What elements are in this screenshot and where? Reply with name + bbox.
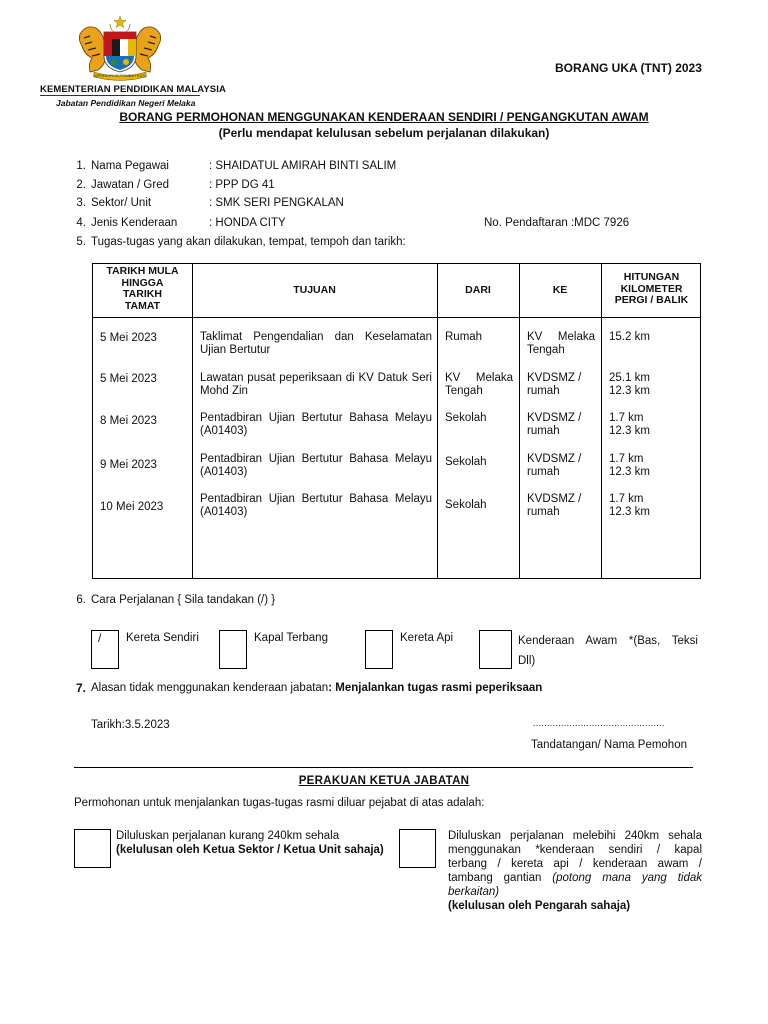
row-date: 9 Mei 2023: [100, 459, 157, 471]
row-km: 1.7 km 12.3 km: [609, 493, 650, 518]
approve-under-240km-label: Diluluskan perjalanan kurang 240km sehala (kelulusan oleh Ketua Sektor / Ketua Unit sahaja): [116, 830, 384, 856]
malaysia-coat-of-arms-icon: [76, 14, 164, 82]
department-name: Jabatan Pendidikan Negeri Melaka: [56, 98, 196, 108]
row-date: 5 Mei 2023: [100, 373, 157, 385]
table-header-divider: [93, 317, 700, 318]
header-to: KE: [552, 284, 568, 296]
crest-motto: BERSEKUTU BERTAMBAH MUTU: [93, 74, 147, 78]
application-date[interactable]: Tarikh:3.5.2023: [91, 719, 170, 731]
reason-label: Alasan tidak menggunakan kenderaan jabatan: [91, 682, 329, 694]
info-number: 1.: [76, 160, 86, 172]
row-purpose: Pentadbiran Ujian Bertutur Bahasa Melayu (A01403): [200, 412, 432, 437]
approval-title: PERAKUAN KETUA JABATAN: [298, 775, 470, 787]
row-km: 1.7 km 12.3 km: [609, 412, 650, 437]
form-subtitle: (Perlu mendapat kelulusan sebelum perjalanan dilakukan): [218, 126, 550, 140]
info-label: Nama Pegawai: [91, 160, 169, 172]
checkbox-public-transport[interactable]: [479, 630, 512, 669]
section-divider: [74, 767, 693, 768]
row-from: KV Melaka Tengah: [445, 372, 513, 397]
checkbox-airplane[interactable]: [219, 630, 247, 669]
row-km: 1.7 km 12.3 km: [609, 453, 650, 478]
checkbox-train[interactable]: [365, 630, 393, 669]
row-date: 10 Mei 2023: [100, 501, 164, 513]
row-to: KV Melaka Tengah: [527, 331, 595, 356]
header-date: TARIKH MULA HINGGA TARIKH TAMAT: [106, 265, 179, 312]
form-title: BORANG PERMOHONAN MENGGUNAKAN KENDERAAN SENDIRI / PENGANGKUTAN AWAM: [119, 110, 649, 124]
row-to: KVDSMZ / rumah: [527, 412, 582, 437]
option-airplane-label: Kapal Terbang: [254, 632, 328, 644]
section-number: 6.: [76, 594, 86, 606]
sector-unit-value[interactable]: : SMK SERI PENGKALAN: [209, 197, 344, 209]
checkbox-own-car[interactable]: [91, 630, 119, 669]
ministry-divider: [40, 95, 200, 96]
officer-name-value[interactable]: : SHAIDATUL AMIRAH BINTI SALIM: [209, 160, 397, 172]
signature-label: Tandatangan/ Nama Pemohon: [531, 739, 687, 751]
option-train-label: Kereta Api: [400, 632, 454, 644]
header-purpose: TUJUAN: [293, 284, 336, 296]
info-number: 3.: [76, 197, 86, 209]
travel-method-label: Cara Perjalanan { Sila tandakan (/) }: [91, 594, 276, 606]
registration-number-value[interactable]: No. Pendaftaran :MDC 7926: [484, 217, 630, 229]
info-number: 4.: [76, 217, 86, 229]
row-purpose: Taklimat Pengendalian dan Keselamatan Ujian Bertutur: [200, 331, 432, 356]
reason-value[interactable]: : Menjalankan tugas rasmi peperiksaan: [328, 682, 543, 694]
check-mark: /: [98, 631, 102, 645]
section-number: 7.: [75, 681, 86, 695]
signature-line[interactable]: ...............................................: [533, 718, 665, 728]
table-col-divider: [192, 264, 193, 578]
checkbox-approve-over-240km[interactable]: [399, 829, 436, 868]
vehicle-type-value[interactable]: : HONDA CITY: [209, 217, 286, 229]
row-date: 8 Mei 2023: [100, 415, 157, 427]
row-purpose: Pentadbiran Ujian Bertutur Bahasa Melayu (A01403): [200, 453, 432, 478]
row-date: 5 Mei 2023: [100, 332, 157, 344]
row-to: KVDSMZ / rumah: [527, 493, 582, 518]
row-from: Sekolah: [445, 456, 487, 468]
row-from: Rumah: [445, 331, 483, 343]
approval-intro: Permohonan untuk menjalankan tugas-tugas rasmi diluar pejabat di atas adalah:: [74, 797, 485, 809]
info-number: 5.: [76, 236, 86, 248]
form-code: BORANG UKA (TNT) 2023: [555, 61, 702, 75]
row-to: KVDSMZ / rumah: [527, 372, 582, 397]
position-grade-value[interactable]: : PPP DG 41: [209, 179, 275, 191]
trip-table: [92, 263, 701, 579]
info-label: Tugas-tugas yang akan dilakukan, tempat, tempoh dan tarikh:: [91, 236, 406, 248]
row-km: 15.2 km: [609, 331, 650, 343]
row-purpose: Lawatan pusat peperiksaan di KV Datuk Seri Mohd Zin: [200, 372, 432, 397]
option-own-car-label: Kereta Sendiri: [126, 632, 199, 644]
info-label: Sektor/ Unit: [91, 197, 152, 209]
ministry-name: KEMENTERIAN PENDIDIKAN MALAYSIA: [40, 84, 226, 95]
info-label: Jawatan / Gred: [91, 179, 169, 191]
info-number: 2.: [76, 179, 86, 191]
table-col-divider: [437, 264, 438, 578]
reason-row: [91, 681, 542, 695]
info-label: Jenis Kenderaan: [91, 217, 178, 229]
row-to: KVDSMZ / rumah: [527, 453, 582, 478]
row-purpose: Pentadbiran Ujian Bertutur Bahasa Melayu (A01403): [200, 493, 432, 518]
checkbox-approve-under-240km[interactable]: [74, 829, 111, 868]
approve-over-240km-label: Diluluskan perjalanan melebihi 240km sehala menggunakan *kenderaan sendiri / kapal terbang / kereta api / kenderaan awam / tambang gantian (potong mana yang tidak berkaitan) (kelulusan oleh Pengarah sahaja): [448, 830, 702, 912]
table-col-divider: [519, 264, 520, 578]
row-from: Sekolah: [445, 499, 487, 511]
row-from: Sekolah: [445, 412, 487, 424]
option-public-transport-label: Kenderaan Awam *(Bas, Teksi Dll): [518, 635, 698, 667]
header-distance: HITUNGAN KILOMETER PERGI / BALIK: [614, 271, 689, 306]
table-col-divider: [601, 264, 602, 578]
row-km: 25.1 km 12.3 km: [609, 372, 650, 397]
header-from: DARI: [465, 284, 491, 296]
